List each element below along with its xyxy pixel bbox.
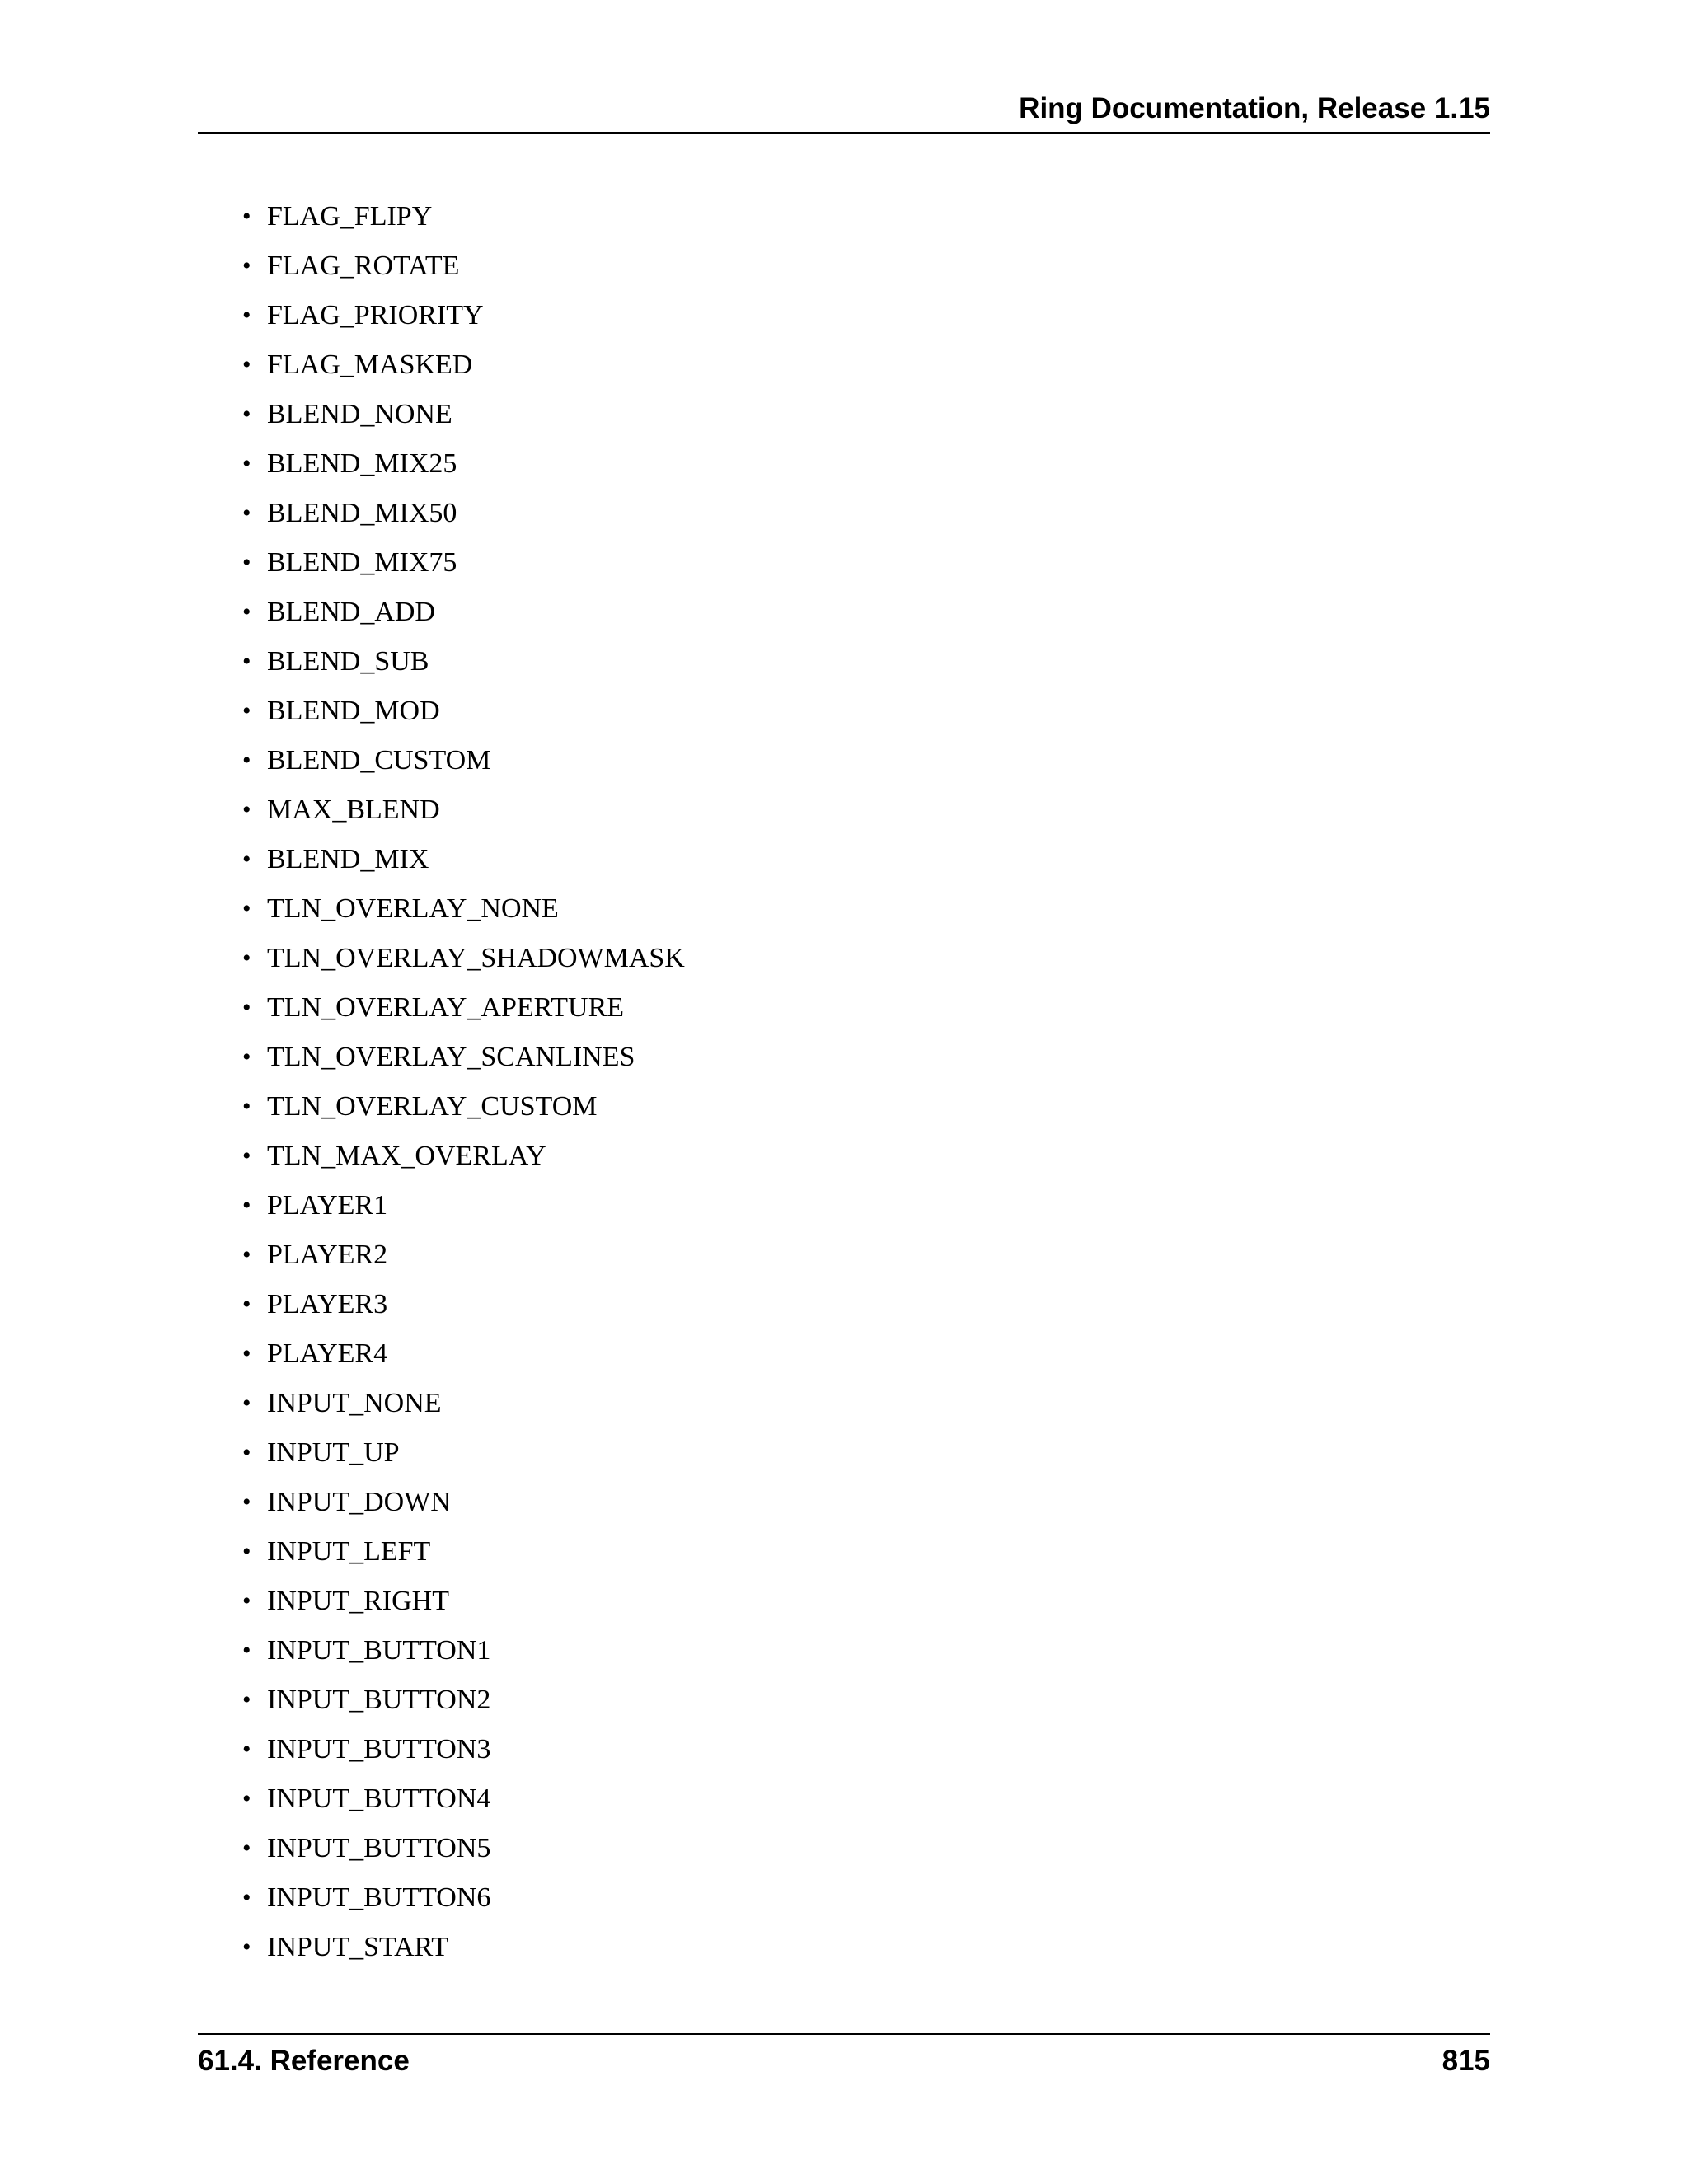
bullet-icon: • <box>242 895 251 922</box>
bullet-icon: • <box>242 1488 251 1516</box>
list-item <box>239 1877 685 1927</box>
list-item <box>239 1630 685 1680</box>
header-title: Ring Documentation, Release 1.15 <box>1019 92 1490 124</box>
list-item <box>239 1284 685 1333</box>
page-footer <box>198 2033 1490 2077</box>
list-item <box>239 295 685 344</box>
constant-name: INPUT_BUTTON5 <box>267 1833 491 1863</box>
list-item <box>239 1235 685 1284</box>
constant-name: INPUT_NONE <box>267 1388 442 1418</box>
bullet-icon: • <box>242 1241 251 1268</box>
constant-name: BLEND_MIX25 <box>267 448 457 479</box>
list-item <box>239 641 685 691</box>
bullet-icon: • <box>242 450 251 477</box>
bullet-icon: • <box>242 1637 251 1664</box>
constant-name: PLAYER4 <box>267 1338 388 1369</box>
bullet-icon: • <box>242 401 251 428</box>
bullet-icon: • <box>242 1142 251 1169</box>
bullet-icon: • <box>242 1291 251 1318</box>
bullet-icon: • <box>242 846 251 873</box>
constant-name: INPUT_BUTTON1 <box>267 1635 491 1666</box>
bullet-icon: • <box>242 747 251 774</box>
bullet-icon: • <box>242 1736 251 1763</box>
bullet-icon: • <box>242 944 251 972</box>
constant-name: TLN_OVERLAY_SCANLINES <box>267 1042 635 1072</box>
bullet-icon: • <box>242 549 251 576</box>
constant-name: TLN_MAX_OVERLAY <box>267 1141 546 1171</box>
bullet-icon: • <box>242 1340 251 1367</box>
constant-name: BLEND_CUSTOM <box>267 745 491 776</box>
constant-name: FLAG_PRIORITY <box>267 300 484 330</box>
list-item <box>239 246 685 295</box>
list-item <box>239 1482 685 1531</box>
bullet-icon: • <box>242 1390 251 1417</box>
constant-name: PLAYER3 <box>267 1289 388 1319</box>
constant-name: BLEND_MIX75 <box>267 547 457 578</box>
list-item <box>239 987 685 1037</box>
constant-name: INPUT_LEFT <box>267 1536 431 1567</box>
list-item <box>239 394 685 443</box>
constant-name: TLN_OVERLAY_APERTURE <box>267 992 625 1023</box>
list-item <box>239 1729 685 1779</box>
list-item <box>239 1680 685 1729</box>
list-item <box>239 938 685 987</box>
bullet-icon: • <box>242 1785 251 1812</box>
list-item <box>239 1828 685 1877</box>
list-item <box>239 790 685 839</box>
constant-name: INPUT_RIGHT <box>267 1586 449 1616</box>
list-item <box>239 1531 685 1581</box>
bullet-icon: • <box>242 1933 251 1961</box>
constant-name: INPUT_BUTTON3 <box>267 1734 491 1765</box>
constant-name: INPUT_DOWN <box>267 1487 451 1517</box>
list-item <box>239 344 685 394</box>
constant-name: BLEND_SUB <box>267 646 429 677</box>
bullet-icon: • <box>242 1439 251 1466</box>
footer-page-number: 815 <box>1442 2045 1490 2077</box>
bullet-icon: • <box>242 1538 251 1565</box>
list-item <box>239 1581 685 1630</box>
bullet-icon: • <box>242 1835 251 1862</box>
list-item <box>239 1927 685 1976</box>
constant-name: BLEND_MOD <box>267 696 440 726</box>
constant-name: INPUT_BUTTON4 <box>267 1783 491 1814</box>
bullet-icon: • <box>242 1884 251 1911</box>
bullet-icon: • <box>242 1686 251 1713</box>
bullet-icon: • <box>242 796 251 823</box>
list-item <box>239 1432 685 1482</box>
constant-name: INPUT_START <box>267 1932 449 1962</box>
constant-name: MAX_BLEND <box>267 794 440 825</box>
footer-section-title: 61.4. Reference <box>198 2045 410 2077</box>
list-item <box>239 1185 685 1235</box>
bullet-icon: • <box>242 1587 251 1615</box>
bullet-icon: • <box>242 598 251 626</box>
constant-name: BLEND_MIX <box>267 844 429 874</box>
list-item <box>239 443 685 493</box>
constant-name: FLAG_ROTATE <box>267 251 460 281</box>
bullet-icon: • <box>242 351 251 378</box>
list-item <box>239 592 685 641</box>
constant-name: PLAYER2 <box>267 1240 388 1270</box>
constant-name: INPUT_BUTTON6 <box>267 1882 491 1913</box>
constant-name: FLAG_MASKED <box>267 349 473 380</box>
list-item <box>239 1383 685 1432</box>
list-item <box>239 1037 685 1086</box>
bullet-icon: • <box>242 203 251 230</box>
constant-list <box>239 196 685 1976</box>
bullet-icon: • <box>242 252 251 279</box>
constant-name: TLN_OVERLAY_NONE <box>267 893 559 924</box>
list-item <box>239 1333 685 1383</box>
constant-name: BLEND_ADD <box>267 597 435 627</box>
constant-name: BLEND_MIX50 <box>267 498 457 528</box>
constant-name: FLAG_FLIPY <box>267 201 433 232</box>
bullet-icon: • <box>242 994 251 1021</box>
bullet-icon: • <box>242 648 251 675</box>
bullet-icon: • <box>242 1093 251 1120</box>
list-item <box>239 1086 685 1136</box>
constant-name: BLEND_NONE <box>267 399 452 429</box>
constant-name: INPUT_BUTTON2 <box>267 1685 491 1715</box>
list-item <box>239 1136 685 1185</box>
list-item <box>239 493 685 542</box>
bullet-icon: • <box>242 302 251 329</box>
bullet-icon: • <box>242 1043 251 1071</box>
list-item <box>239 888 685 938</box>
constant-name: TLN_OVERLAY_CUSTOM <box>267 1091 598 1122</box>
list-item <box>239 740 685 790</box>
bullet-icon: • <box>242 1192 251 1219</box>
list-item <box>239 839 685 888</box>
list-item <box>239 1779 685 1828</box>
list-item <box>239 196 685 246</box>
bullet-icon: • <box>242 499 251 527</box>
constant-name: INPUT_UP <box>267 1437 400 1468</box>
page-header <box>198 89 1490 134</box>
list-item <box>239 691 685 740</box>
bullet-icon: • <box>242 697 251 724</box>
constant-name: PLAYER1 <box>267 1190 388 1221</box>
constant-name: TLN_OVERLAY_SHADOWMASK <box>267 943 685 973</box>
list-item <box>239 542 685 592</box>
